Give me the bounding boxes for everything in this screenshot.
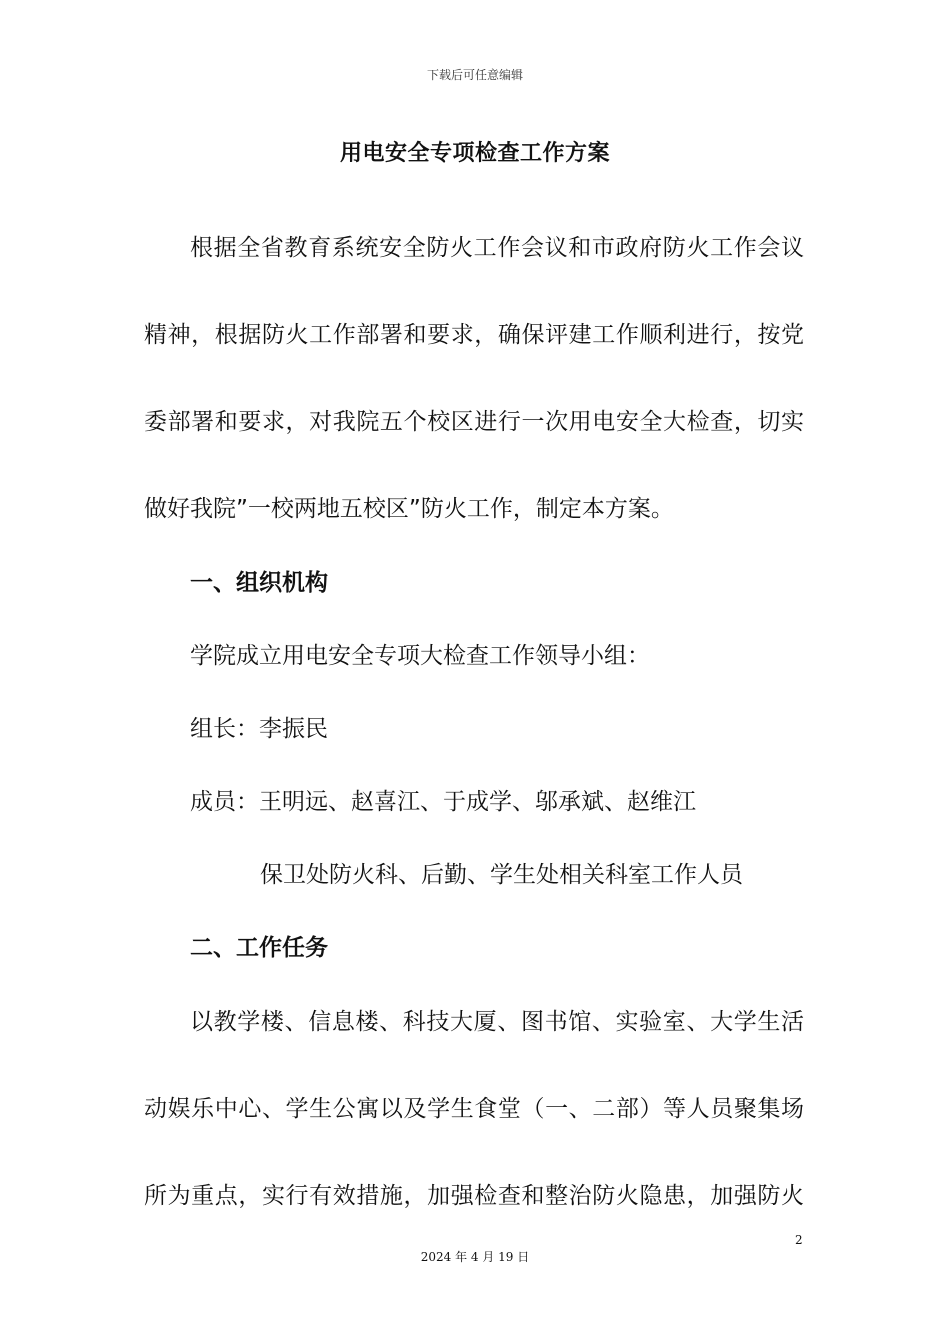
intro-line-3: 委部署和要求，对我院五个校区进行一次用电安全大检查，切实 [144,409,804,435]
document-title: 用电安全专项检查工作方案 [339,141,610,166]
intro-line-4: 做好我院”一校两地五校区”防火工作，制定本方案。 [144,496,674,522]
footer-date: 2024 年 4 月 19 日 [420,1250,530,1264]
section2-line-3: 所为重点，实行有效措施，加强检查和整治防火隐患，加强防火 [144,1183,804,1209]
section-heading-organization: 一、组织机构 [190,570,328,596]
intro-line-1: 根据全省教育系统安全防火工作会议和市政府防火工作会议 [190,235,804,261]
section2-line-2: 动娱乐中心、学生公寓以及学生食堂（一、二部）等人员聚集场 [144,1096,804,1122]
section2-line-1: 以教学楼、信息楼、科技大厦、图书馆、实验室、大学生活 [190,1009,804,1035]
page-number: 2 [795,1233,803,1247]
section1-leader: 组长：李振民 [190,716,328,742]
intro-line-2: 精神，根据防火工作部署和要求，确保评建工作顺利进行，按党 [144,322,804,348]
section-heading-tasks: 二、工作任务 [190,935,328,961]
section1-lead: 学院成立用电安全专项大检查工作领导小组： [190,643,650,669]
header-note: 下载后可任意编辑 [426,68,523,82]
section1-members-cont: 保卫处防火科、后勤、学生处相关科室工作人员 [260,862,743,888]
section1-members: 成员：王明远、赵喜江、于成学、邬承斌、赵维江 [190,789,696,815]
